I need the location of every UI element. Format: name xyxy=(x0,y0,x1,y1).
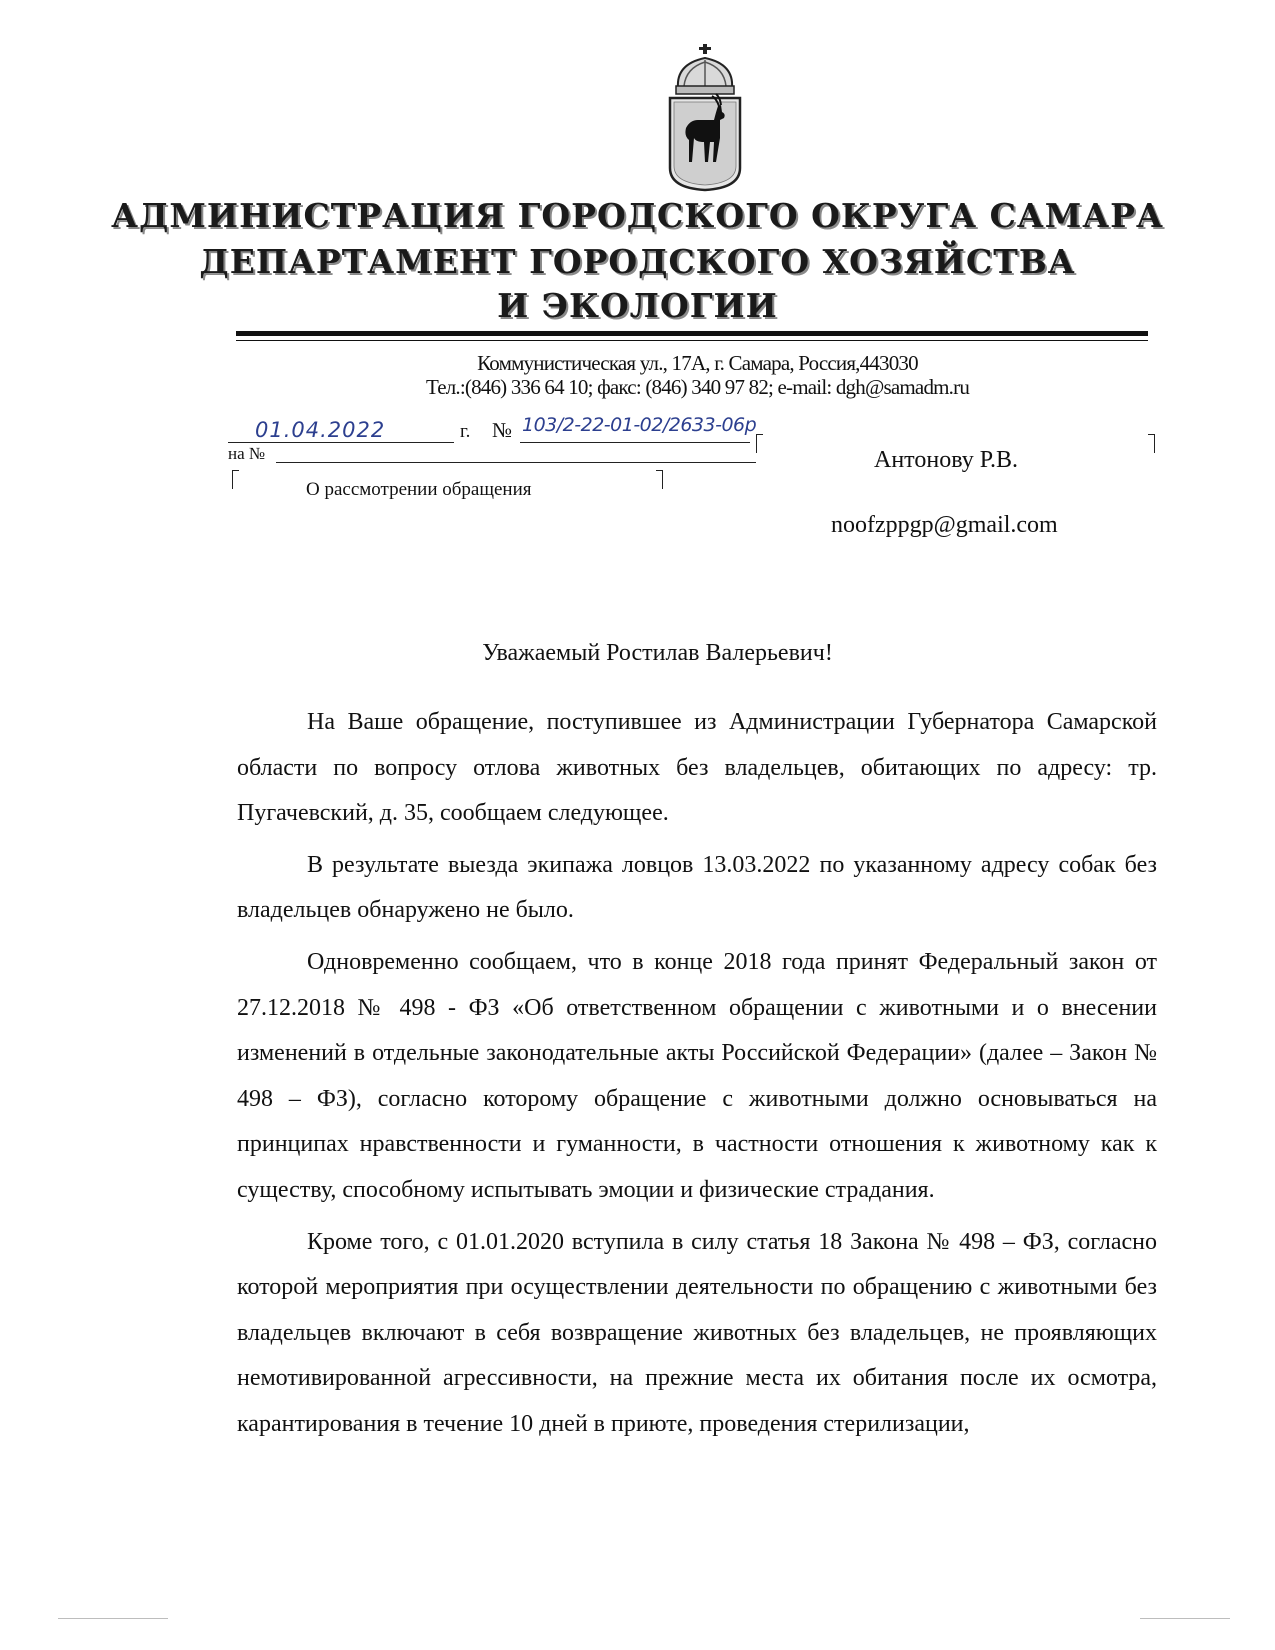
addressee-bracket-right xyxy=(1148,434,1155,453)
administration-heading: АДМИНИСТРАЦИЯ ГОРОДСКОГО ОКРУГА САМАРА xyxy=(111,196,1164,235)
addressee-bracket-left xyxy=(756,434,763,453)
handwritten-reference-number: 103/2-22-01-02/2633-06р xyxy=(522,414,757,436)
letter-body xyxy=(237,700,1157,1448)
samara-coat-of-arms-icon xyxy=(664,42,746,192)
header-divider-thick xyxy=(236,331,1148,336)
body-paragraph: На Ваше обращение, поступившее из Администрации Губернатора Самарской области по вопросу отлова животных без владельцев, обитающих по адресу: тр. Пугачевский, д. 35, сообщаем следующее. xyxy=(237,709,1157,827)
letter-subject: О рассмотрении обращения xyxy=(306,479,532,500)
date-underline xyxy=(228,442,454,443)
year-suffix: г. xyxy=(460,421,471,442)
in-reply-to-label: на № xyxy=(228,444,266,463)
addressee-email: noofzppgp@gmail.com xyxy=(831,512,1058,538)
department-heading-continuation: И ЭКОЛОГИИ xyxy=(497,286,778,325)
header-divider-thin xyxy=(236,340,1148,341)
body-paragraph: Одновременно сообщаем, что в конце 2018 года принят Федеральный закон от 27.12.2018 № 498 - ФЗ «Об ответственном обращении с животными и о внесении изменений в отдельные законодательные акты Российской Федерации» (далее – Закон № 498 – ФЗ), согласно которому обращение с животными должно основываться на принципах нравственности и гуманности, в частности отношения к животному как к существу, способному испытывать эмоции и физические страдания. xyxy=(237,948,1157,1203)
subject-bracket-right xyxy=(656,470,663,489)
contact-details: Тел.:(846) 336 64 10; факс: (846) 340 97 82; e-mail: dgh@samadm.ru xyxy=(425,375,970,399)
body-paragraph: В результате выезда экипажа ловцов 13.03.2022 по указанному адресу собак без владельцев обнаружено не было. xyxy=(237,851,1157,924)
postal-address: Коммунистическая ул., 17А, г. Самара, Россия,443030 xyxy=(477,351,918,375)
number-sign: № xyxy=(492,418,513,442)
body-paragraph: Кроме того, с 01.01.2020 вступила в силу статья 18 Закона № 498 – ФЗ, согласно которой мероприятия при осуществлении деятельности по обращению с животными без владельцев включают в себя возвращение животных без владельцев, не проявляющих немотивированной агрессивности, на прежние места их обитания после их осмотра, карантирования в течение 10 дней в приюте, проведения стерилизации, xyxy=(237,1228,1157,1437)
number-underline xyxy=(520,442,750,443)
in-reply-to-underline xyxy=(276,462,756,463)
addressee-name: Антонову Р.В. xyxy=(874,447,1019,473)
scan-edge-mark xyxy=(58,1618,168,1619)
handwritten-date: 01.04.2022 xyxy=(255,418,386,442)
department-heading: ДЕПАРТАМЕНТ ГОРОДСКОГО ХОЗЯЙСТВА xyxy=(199,242,1076,281)
salutation: Уважаемый Ростилав Валерьевич! xyxy=(482,640,833,666)
scan-edge-mark xyxy=(1140,1618,1230,1619)
subject-bracket-left xyxy=(232,470,239,489)
